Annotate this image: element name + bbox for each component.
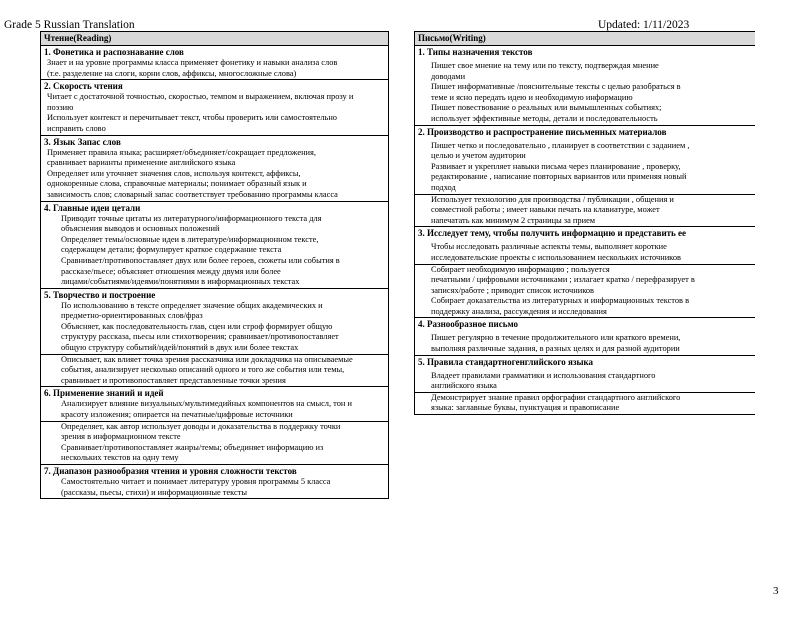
text-line: теме и ясно передать идею и необходимую информацию [431,92,633,102]
reading-section [41,80,388,135]
text-line: события, анализирует несколько описаний одного и того же события или темы, [61,365,345,375]
text-line: нескольких текстов на одну тему [61,453,179,463]
text-line: Применяет правила языка; расширяет/объединяет/сокращает предложения, [47,147,316,157]
text-line: редактирование , написание повторных вариантов или применяя новый [431,172,687,182]
text-line: Читает с достаточной точностью, скоростью, темпом и выражением, включая прозу и [47,92,354,102]
reading-section-text-block [41,421,388,464]
text-line: Пишет повествование о реальных или вымышленных событиях; [431,103,662,113]
writing-section-title: 5. Правила стандартногенглийского языка [418,356,594,367]
text-line: Описывает, как влияет точка зрения рассказчика или докладчика на описываемые [61,354,353,364]
text-line: Собирает необходимую информацию ; пользуется [431,264,610,274]
header-updated-date: Updated: 1/11/2023 [598,19,690,31]
text-line: (рассказы, пьесы, стихи) и информационные тексты [61,487,248,497]
text-line: поэзию [47,102,74,112]
reading-section-title: 7. Диапазон разнообразия чтения и уровня сложности текстов [44,466,297,476]
reading-section [41,136,388,202]
text-line: Использует технологию для производства / публикации , общения и [431,194,674,204]
text-line: исправить слово [47,123,106,133]
text-line: объяснения выводов и основных положений [61,224,220,234]
text-line: Сравнивает/противопоставляет двух или более героев, сюжеты или события в [61,255,340,265]
page-number: 3 [773,585,779,597]
text-line: Определяет темы/основные идеи в литературе/информационном тексте, [61,234,319,244]
text-line: однокоренные слова, справочные материалы; понимает образный язык и [47,179,307,189]
writing-section [415,46,755,126]
reading-section-text-block [41,92,388,134]
reading-section [41,289,388,388]
reading-section-text-block [41,354,388,387]
text-line: красоту изложения; опирается на печатные/цифровые источники [61,410,293,420]
writing-section-title: 1. Типы назначения текстов [418,47,533,57]
text-line: Развивает и укрепляет навыки письма через планирование , проверку, [431,161,681,171]
text-line: Объясняет, как последовательность глав, сцен или строф формирует общую [61,321,333,331]
text-line: зависимость слов; словарный запас соответствует требованию программы класса [47,189,338,199]
reading-section-title: 6. Применение знаний и идей [44,388,164,399]
text-line: сравнивает и противопоставляет представленные точки зрения [61,375,286,385]
reading-section-title: 2. Скорость чтения [44,81,123,92]
writing-section-title: 2. Производство и распространение письменных материалов [418,126,667,137]
text-line: Определяет или уточняет значения слов, используя контекст, аффиксы, [47,168,301,178]
text-line: исследовательские проекты с использованием нескольких источников [431,252,681,262]
reading-column [40,31,389,499]
text-line: лицами/событиями/идеями/понятиями в информационных текстах [61,277,300,287]
text-line: Демонстрирует знание правил орфографии стандартного английского [431,392,681,402]
text-line: (т.е. разделение на слоги, корни слов, аффиксы, многосложные слова) [47,68,297,78]
text-line: сравнивает варианты применение английского языка [47,158,236,168]
reading-section-title: 4. Главные идеи цетали [44,202,141,213]
text-line: доводами [431,71,466,81]
writing-column-title: Письмо(Writing) [415,31,755,46]
reading-section-text-block [41,301,388,354]
writing-sections [415,46,755,415]
writing-section-title: 3. Исследует тему, чтобы получить информацию и представить ее [418,228,687,239]
text-line: Самостоятельно читает и понимает литературу уровня программы 5 класса [61,477,331,486]
text-line: подход [431,182,456,192]
reading-section-title: 5. Творчество и построение [44,289,156,300]
writing-section-text-block [415,194,755,227]
text-line: Анализирует влияние визуальных/мультимедийных компонентов на смысл, тон и [61,399,352,409]
text-line: Использует контекст и перечитывает текст, чтобы проверить или самостоятельно [47,113,337,123]
writing-column [414,31,755,415]
text-line: Пишет четко и последовательно , планирует в соответствии с заданием , [431,140,690,150]
text-line: Пишет свое мнение на тему или по тексту, подтверждая мнение [431,61,659,70]
text-line: совместной работы ; имеет навыки печать на клавиатуре, может [431,205,660,215]
writing-section-text-block [415,368,755,392]
text-line: рассказе/пьесе; объясняет отношения между двумя или более [61,266,281,276]
text-line: Пишет регулярно в течение продолжительного или краткого времени, [431,333,681,343]
writing-section [415,227,755,318]
header-title: Grade 5 Russian Translation [4,19,135,31]
text-line: По использованию в тексте определяет значение общих академических и [61,300,323,310]
reading-section [41,202,388,289]
writing-section-text-block [415,239,755,263]
reading-section-text-block [41,148,388,201]
reading-section-title: 1. Фонетика и распознавание слов [44,47,184,57]
text-line: предметно-ориентированных слов/фраз [61,311,203,321]
text-line: использует эффективные методы, детали и последовательность [431,113,658,123]
text-line: структуру рассказа, пьесы или стихотворения; сравнивает/противопоставляет [61,332,339,342]
writing-section [415,356,755,415]
reading-column-title: Чтение(Reading) [41,31,388,46]
text-line: Приводит точные цитаты из литературного/информационного текста для [61,213,322,223]
reading-section-text-block [41,214,388,288]
text-line: содержащем детали; формулирует краткое содержание текста [61,245,282,255]
reading-section-text-block [41,58,388,79]
text-line: Чтобы исследовать различные аспекты темы, выполняет короткие [431,242,667,252]
text-line: общую структуру событий/идей/понятий в двух или более текстах [61,343,299,353]
reading-sections [41,46,388,499]
writing-section [415,318,755,355]
text-line: Собирает доказательства из литературных и информационных текстов в [431,296,690,306]
writing-section-text-block [415,264,755,318]
text-line: Владеет правилами грамматики и использования стандартного [431,370,656,380]
writing-section-title: 4. Разнообразное письмо [418,319,518,330]
text-line: целью и учетом аудитории [431,151,526,161]
text-line: языка: заглавные буквы, пунктуация и правописание [431,403,620,413]
text-line: Знает и на уровне программы класса применяет фонетику и навыки анализа слов [47,58,338,67]
reading-section-text-block [41,399,388,420]
reading-section-title: 3. Язык Запас слов [44,136,121,147]
text-line: напечатать как минимум 2 страницы за прием [431,215,596,225]
text-line: поддержку анализа, рассуждения и исследования [431,306,607,316]
reading-section-text-block [41,477,388,498]
text-line: выполняя различные задания, в разных целях и для разной аудитории [431,344,680,354]
text-line: записях/работе ; приводит список источников [431,285,595,295]
reading-section [41,465,388,499]
writing-section-text-block [415,330,755,354]
text-line: Сравнивает/противопоставляет жанры/темы; объединяет информацию из [61,442,324,452]
reading-section [41,387,388,465]
text-line: зрения в информационном тексте [61,432,181,442]
writing-section [415,126,755,228]
text-line: Определяет, как автор использует доводы и доказательства в поддержку точки [61,421,341,431]
text-line: печатными / цифровыми источниками ; излагает кратко / перефразирует в [431,275,695,285]
writing-section-text-block [415,392,755,414]
reading-section [41,46,388,80]
writing-section-text-block [415,138,755,194]
writing-section-text-block [415,58,755,125]
text-line: английского языка [431,381,497,391]
text-line: Пишет информативные /пояснительные тексты с целью разобраться в [431,82,681,92]
